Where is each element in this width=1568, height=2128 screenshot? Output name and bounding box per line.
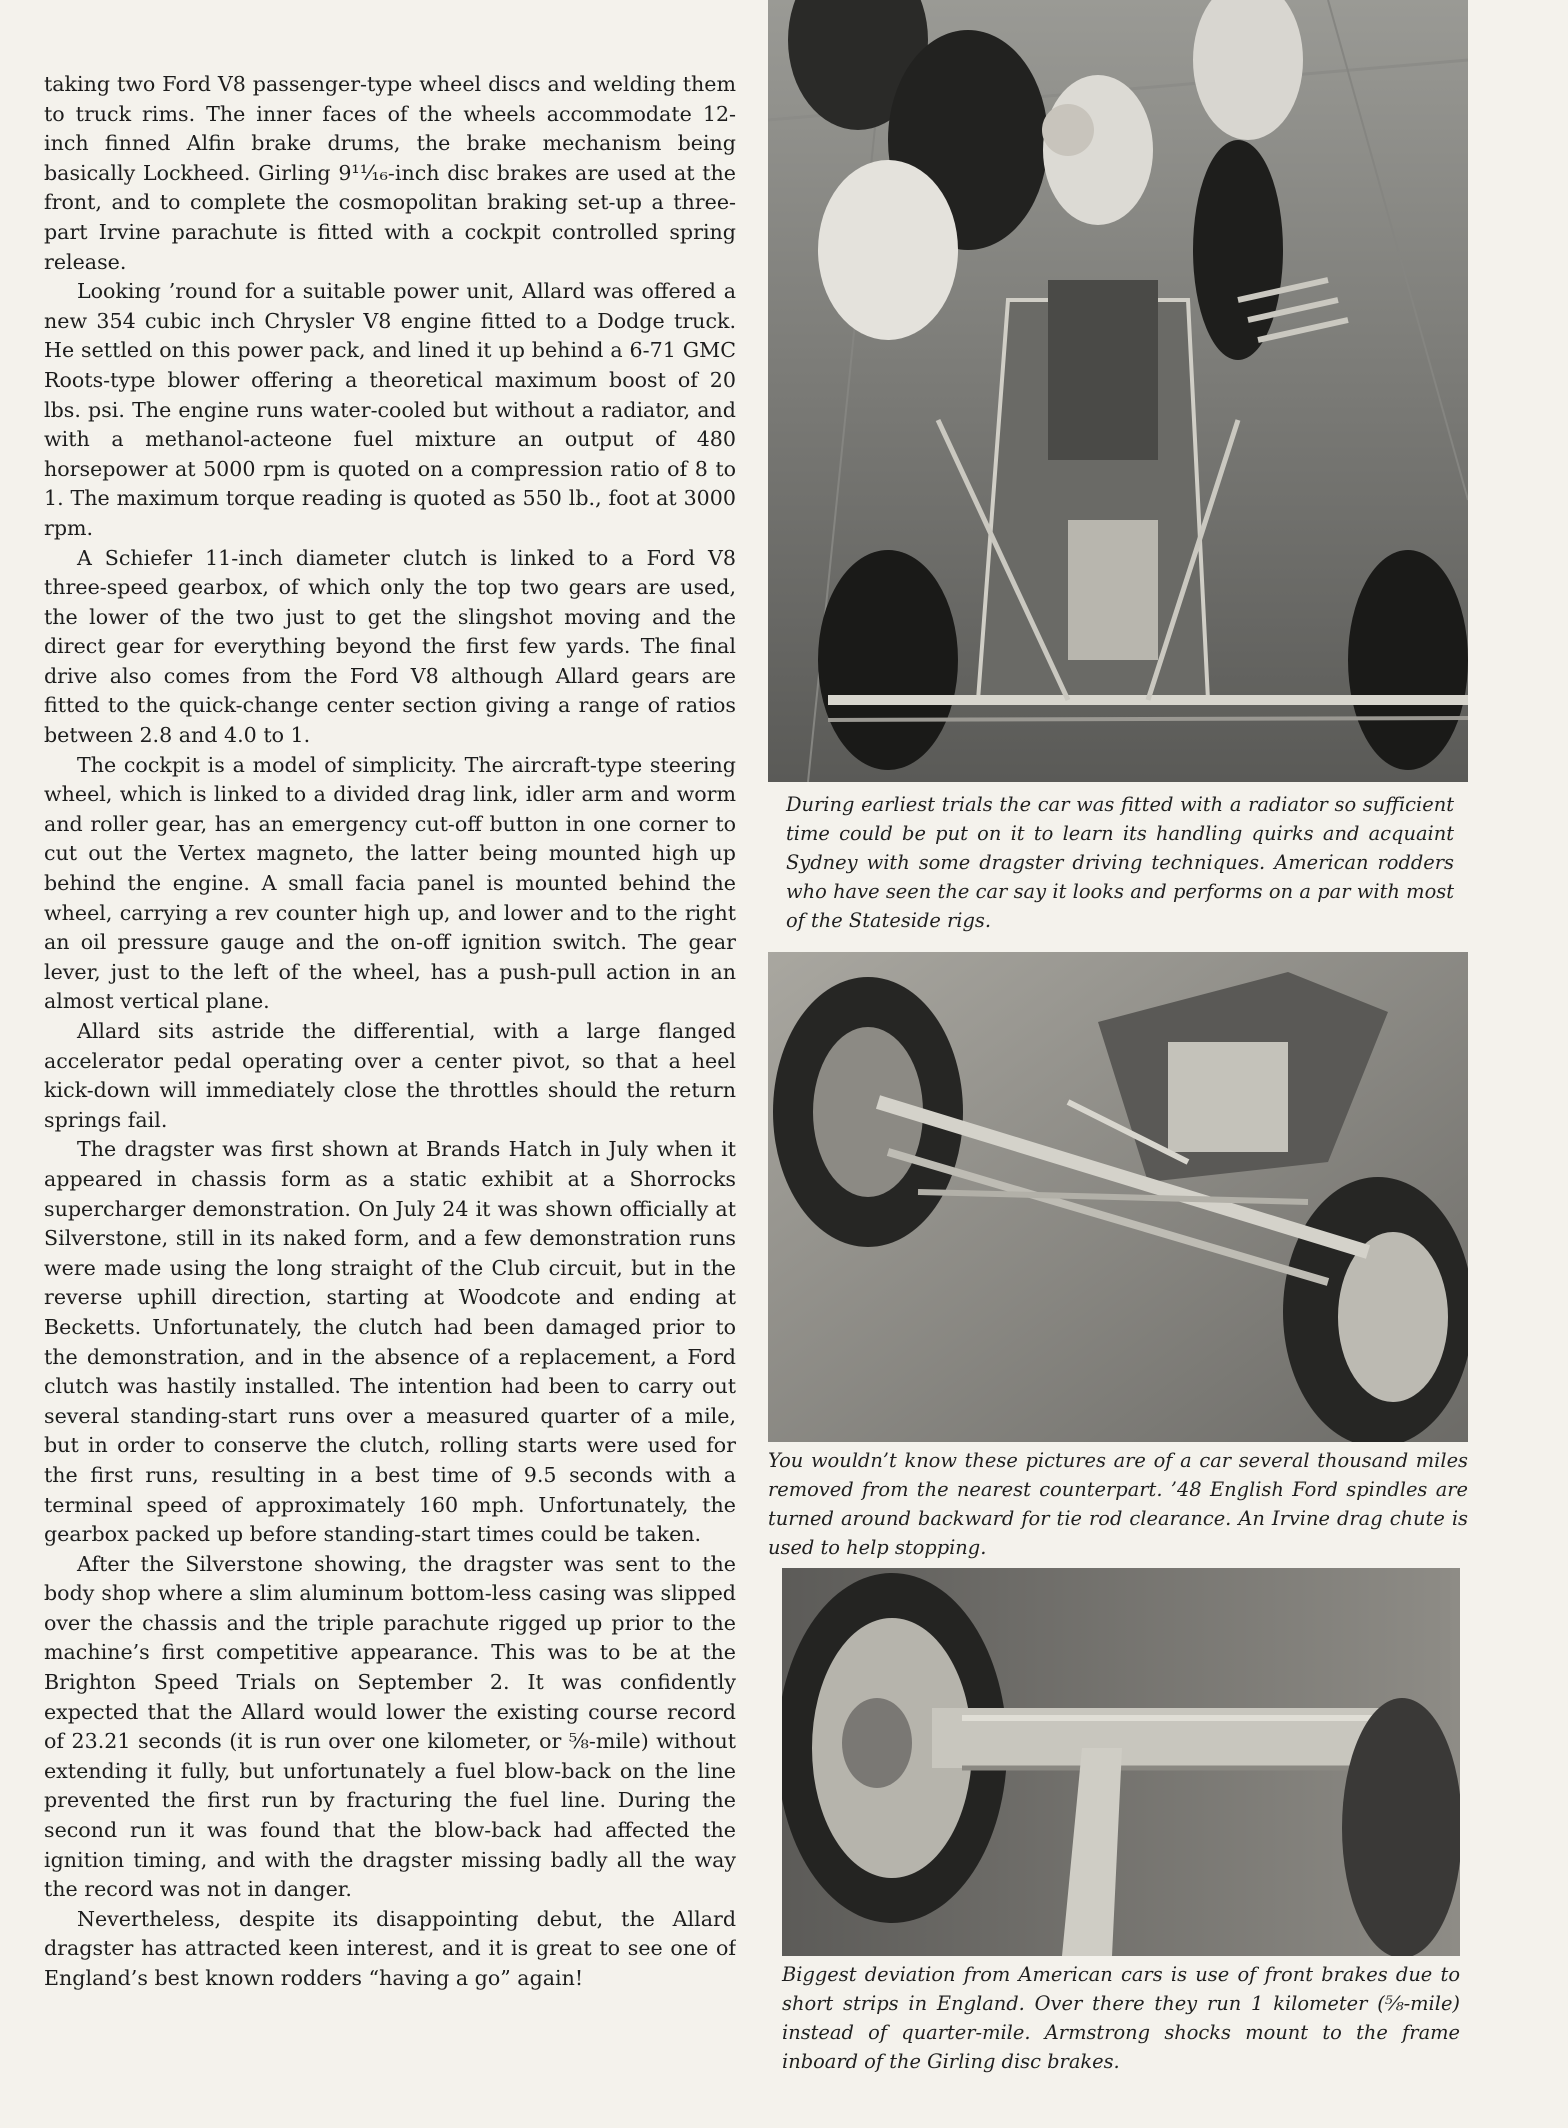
paragraph-8: Nevertheless, despite its disappointing debut, the Allard dragster has attracted keen interest, and it is great to see one of England’s best known rodders “having a go” again! [44,1906,736,1990]
photo-caption-1: During earliest trials the car was fitted with a radiator so sufficient time could be put on it to learn its handling quirks and acquaint Sydney with some dragster driving techniques. American rodders who have seen the car say it looks and performs on a par with most of the Stateside rigs. [786,793,1454,932]
paragraph-3: A Schiefer 11-inch diameter clutch is linked to a Ford V8 three-speed gearbox, of which only the top two gears are used, the lower of the two just to get the slingshot moving and the direct gear for everything beyond the first few yards. The final drive also comes from the Ford V8 although Allard gears are fitted to the quick-change center section giving a range of ratios between 2.8 and 4.0 to 1. [44,545,736,748]
photo-caption-3: Biggest deviation from American cars is use of front brakes due to short strips in England. Over there they run 1 kilometer (⅝-mile) instead of quarter-mile. Armstrong shocks mount to the frame inboard of the Girling disc brakes. [782,1963,1460,2073]
paragraph-1: taking two Ford V8 passenger-type wheel discs and welding them to truck rims. The inner faces of the wheels accommodate 12-inch finned Alfin brake drums, the brake mechanism being basically Lockheed. Girling 9¹¹⁄₁₆-inch disc brakes are used at the front, and to complete the cosmopolitan braking set-up a three-part Irvine parachute is fitted with a cockpit controlled spring release. [44,72,736,274]
dragster-chassis-photo [768,0,1468,782]
paragraph-7: After the Silverstone showing, the dragster was sent to the body shop where a slim aluminum bottom-less casing was slipped over the chassis and the triple parachute rigged up prior to the machine’s first competitive appearance. This was to be at the Brighton Speed Trials on September 2. It was confidently expected that the Allard would lower the existing course record of 23.21 seconds (it is run over one kilometer, or ⅝-mile) without extending it fully, but unfortunately a fuel blow-back on the line prevented the first run by fracturing the fuel line. During the second run it was found that the blow-back had affected the ignition timing, and with the dragster missing badly all the way the record was not in danger. [44,1551,736,1902]
front-brake-photo [782,1568,1460,1956]
paragraph-6: The dragster was first shown at Brands Hatch in July when it appeared in chassis form as a static exhibit at a Shorrocks supercharger demonstration. On July 24 it was shown officially at Silverstone, still in its naked form, and a few demonstration runs were made using the long straight of the Club circuit, but in the reverse uphill direction, starting at Woodcote and ending at Becketts. Unfortunately, the clutch had been damaged prior to the demonstration, and in the absence of a replacement, a Ford clutch was hastily installed. The intention had been to carry out several standing-start runs over a measured quarter of a mile, but in order to conserve the clutch, rolling starts were used for the first runs, resulting in a best time of 9.5 seconds with a terminal speed of approximately 160 mph. Unfortunately, the gearbox packed up before standing-start times could be taken. [44,1137,736,1547]
paragraph-5: Allard sits astride the differential, with a large flanged accelerator pedal operating over a center pivot, so that a heel kick-down will immediately close the throttles should the return springs fail. [44,1019,736,1132]
article-body [44,70,736,2100]
paragraph-2: Looking ’round for a suitable power unit, Allard was offered a new 354 cubic inch Chrysler V8 engine fitted to a Dodge truck. He settled on this power pack, and lined it up behind a 6-71 GMC Roots-type blower offering a theoretical maximum boost of 20 lbs. psi. The engine runs water-cooled but without a radiator, and with a methanol-acteone fuel mixture an output of 480 horsepower at 5000 rpm is quoted on a compression ratio of 8 to 1. The maximum torque reading is quoted as 550 lb., foot at 3000 rpm. [44,279,736,540]
photo-caption-2: You wouldn’t know these pictures are of a car several thousand miles removed from the nearest counterpart. ’48 English Ford spindles are turned around backward for tie rod clearance. An Irvine drag chute is used to help stopping. [768,1449,1468,1559]
paragraph-4: The cockpit is a model of simplicity. The aircraft-type steering wheel, which is linked to a divided drag link, idler arm and worm and roller gear, has an emergency cut-off button in one corner to cut out the Vertex magneto, the latter being mounted high up behind the engine. A small facia panel is mounted behind the wheel, carrying a rev counter high up, and lower and to the right an oil pressure gauge and the on-off ignition switch. The gear lever, just to the left of the wheel, has a push-pull action in an almost vertical plane. [44,752,736,1014]
front-suspension-photo [768,952,1468,1442]
